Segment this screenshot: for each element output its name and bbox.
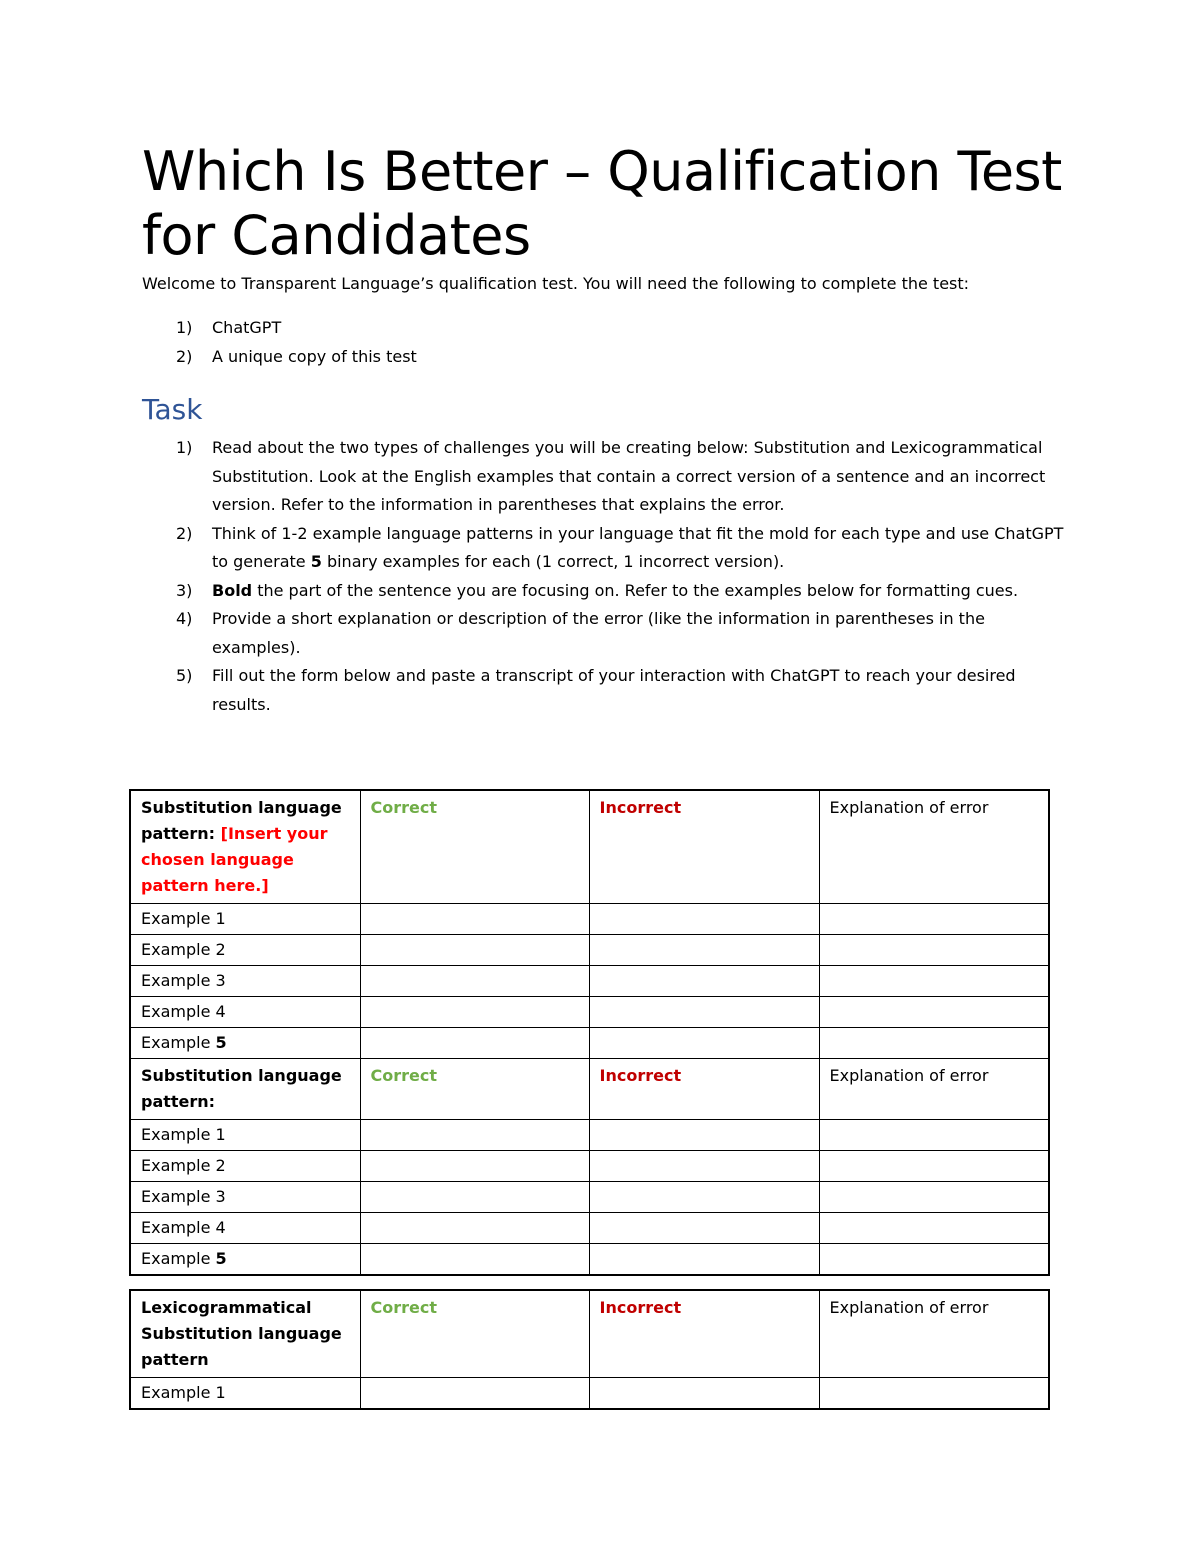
explanation-cell[interactable] xyxy=(819,997,1049,1028)
page-title: Which Is Better – Qualification Test for Candidates xyxy=(142,140,1062,267)
example-label: Example 5 xyxy=(130,1244,360,1276)
example-label: Example 1 xyxy=(130,1378,360,1410)
list-item: 2) Think of 1-2 example language patterns in your language that fit the mold for each type and use ChatGPT to generate 5 binary examples for each (1 correct, 1 incorrect version). xyxy=(176,523,1064,571)
table-row xyxy=(130,1120,1049,1151)
table-row xyxy=(130,1182,1049,1213)
correct-cell[interactable] xyxy=(360,1182,589,1213)
task-list xyxy=(142,434,1072,719)
correct-cell[interactable] xyxy=(360,935,589,966)
incorrect-cell[interactable] xyxy=(589,1244,819,1276)
explanation-header: Explanation of error xyxy=(819,790,1049,904)
correct-cell[interactable] xyxy=(360,966,589,997)
incorrect-cell[interactable] xyxy=(589,935,819,966)
correct-cell[interactable] xyxy=(360,904,589,935)
table-row xyxy=(130,1378,1049,1410)
incorrect-cell[interactable] xyxy=(589,1213,819,1244)
example-label: Example 2 xyxy=(130,935,360,966)
intro-paragraph: Welcome to Transparent Language’s qualification test. You will need the following to complete the test: xyxy=(142,274,970,293)
correct-header: Correct xyxy=(360,1290,589,1378)
incorrect-cell[interactable] xyxy=(589,1378,819,1410)
example-label: Example 4 xyxy=(130,997,360,1028)
incorrect-cell[interactable] xyxy=(589,997,819,1028)
incorrect-header: Incorrect xyxy=(589,790,819,904)
correct-cell[interactable] xyxy=(360,997,589,1028)
pattern-header-cell[interactable]: Substitution language pattern: [Insert your chosen language pattern here.] xyxy=(130,790,360,904)
correct-cell[interactable] xyxy=(360,1120,589,1151)
list-item: 2) A unique copy of this test xyxy=(176,346,417,366)
correct-header: Correct xyxy=(360,1059,589,1120)
list-item: 4) Provide a short explanation or description of the error (like the information in parentheses in the examples). xyxy=(176,609,985,657)
table-header-row xyxy=(130,790,1049,904)
incorrect-cell[interactable] xyxy=(589,1028,819,1059)
example-label: Example 3 xyxy=(130,966,360,997)
list-item: 1) ChatGPT xyxy=(176,318,282,337)
table-row xyxy=(130,1213,1049,1244)
correct-cell[interactable] xyxy=(360,1028,589,1059)
explanation-cell[interactable] xyxy=(819,1213,1049,1244)
correct-cell[interactable] xyxy=(360,1244,589,1276)
explanation-cell[interactable] xyxy=(819,904,1049,935)
explanation-cell[interactable] xyxy=(819,1028,1049,1059)
incorrect-cell[interactable] xyxy=(589,966,819,997)
explanation-cell[interactable] xyxy=(819,1182,1049,1213)
table-row xyxy=(130,904,1049,935)
explanation-cell[interactable] xyxy=(819,1120,1049,1151)
explanation-cell[interactable] xyxy=(819,935,1049,966)
explanation-header: Explanation of error xyxy=(819,1059,1049,1120)
list-item: 5) Fill out the form below and paste a transcript of your interaction with ChatGPT to reach your desired results. xyxy=(176,666,1016,714)
explanation-cell[interactable] xyxy=(819,1378,1049,1410)
explanation-cell[interactable] xyxy=(819,1244,1049,1276)
list-item: 3) Bold the part of the sentence you are focusing on. Refer to the examples below for formatting cues. xyxy=(176,580,1019,600)
requirements-list xyxy=(142,314,1042,371)
example-label: Example 1 xyxy=(130,904,360,935)
table-row xyxy=(130,1151,1049,1182)
example-label: Example 2 xyxy=(130,1151,360,1182)
example-label: Example 3 xyxy=(130,1182,360,1213)
incorrect-cell[interactable] xyxy=(589,1182,819,1213)
incorrect-header: Incorrect xyxy=(589,1290,819,1378)
incorrect-cell[interactable] xyxy=(589,1151,819,1182)
example-label: Example 4 xyxy=(130,1213,360,1244)
table-row xyxy=(130,935,1049,966)
incorrect-header: Incorrect xyxy=(589,1059,819,1120)
pattern-header-cell[interactable]: Substitution language pattern: xyxy=(130,1059,360,1120)
table-row xyxy=(130,997,1049,1028)
explanation-cell[interactable] xyxy=(819,1151,1049,1182)
incorrect-cell[interactable] xyxy=(589,904,819,935)
table-row xyxy=(130,1028,1049,1059)
table-row xyxy=(130,1244,1049,1276)
correct-cell[interactable] xyxy=(360,1213,589,1244)
example-label: Example 5 xyxy=(130,1028,360,1059)
list-item: 1) Read about the two types of challenges you will be creating below: Substitution and Lexicogrammatical Substitution. Look at the English examples that contain a correct version of a sentence and an incorrect version. Refer to the information in parentheses that explains the error. xyxy=(176,438,1046,514)
explanation-cell[interactable] xyxy=(819,966,1049,997)
substitution-table xyxy=(129,789,1050,1276)
explanation-header: Explanation of error xyxy=(819,1290,1049,1378)
lexicogrammatical-table xyxy=(129,1289,1050,1410)
incorrect-cell[interactable] xyxy=(589,1120,819,1151)
task-heading: Task xyxy=(142,393,203,426)
table-header-row xyxy=(130,1290,1049,1378)
example-label: Example 1 xyxy=(130,1120,360,1151)
pattern-placeholder: [Insert your chosen language pattern here.] xyxy=(141,824,328,895)
correct-cell[interactable] xyxy=(360,1151,589,1182)
correct-header: Correct xyxy=(360,790,589,904)
table-row xyxy=(130,966,1049,997)
pattern-header-cell[interactable]: Lexicogrammatical Substitution language pattern xyxy=(130,1290,360,1378)
table-header-row xyxy=(130,1059,1049,1120)
correct-cell[interactable] xyxy=(360,1378,589,1410)
